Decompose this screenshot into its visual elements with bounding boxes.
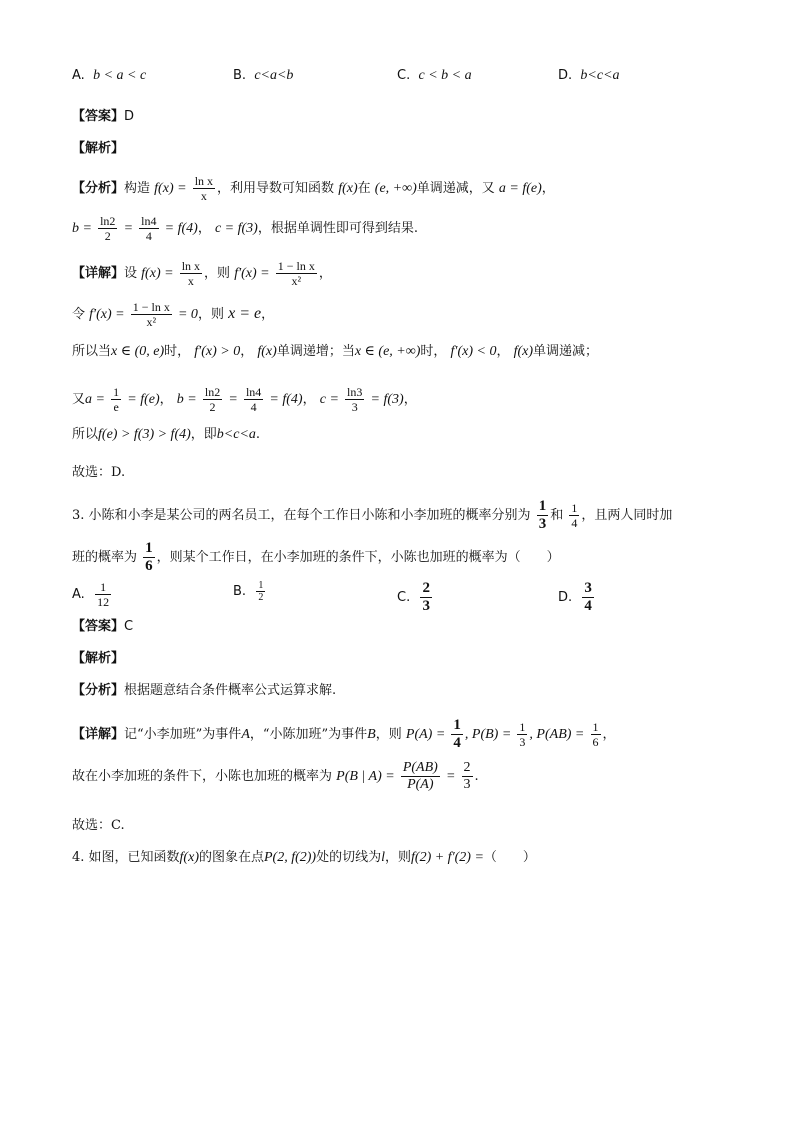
q2-option-c	[397, 66, 472, 86]
text: 令	[72, 307, 86, 322]
answer-value: C	[124, 619, 134, 634]
q3-fenxi	[72, 681, 336, 701]
text: 根据题意结合条件概率公式运算求解.	[124, 683, 337, 698]
q2-fenxi-line-2: b = $\frac{\ln 2}{2}$ = $\frac{\ln 4}{4}$ = f(4)， c = f(3)，根据单调性即可得到结果.	[72, 214, 418, 243]
fraction-1-over-6: $\frac{1}{6}$	[592, 720, 599, 749]
numerator: 2	[422, 580, 430, 596]
q3-option-a	[72, 580, 113, 609]
text: 4. 如图，已知函数	[72, 850, 180, 865]
text: 班的概率为	[72, 550, 138, 565]
text: 所以当	[72, 344, 112, 359]
fraction-ln2-over-2: $\frac{\ln 2}{2}$	[204, 385, 221, 414]
q2-detail-line-2: 令 f′(x) = $\frac{\text{1 − ln x}}{\text{x²}}$ = 0，则 x = e，	[72, 300, 275, 329]
option-fraction	[95, 580, 111, 609]
interval-e-inf: (e, +∞)	[374, 181, 417, 196]
q2-detail-line-4: 又a = $\frac{1}{e}$ = f(e)， b = $\frac{\ln 2}{2}$ = $\frac{\ln 4}{4}$ = f(4)， c = $\frac{\ln 3}{3}$ = f(3)，	[72, 385, 417, 414]
text: 故选：D.	[72, 465, 126, 480]
option-letter: D.	[558, 68, 573, 83]
option-letter: B.	[233, 584, 247, 599]
text: 在	[357, 181, 371, 196]
text: ，利用导数可知函数	[217, 181, 335, 196]
text: 记“小李加班”为事件	[124, 727, 242, 742]
fenxi-tag: 【分析】	[72, 181, 125, 196]
fx: f(x)	[338, 181, 358, 196]
q3-option-c	[397, 580, 434, 615]
text: 故选：C.	[72, 818, 125, 833]
fraction-pab-over-pa: $\frac{P(AB)}{P(A)}$	[402, 760, 438, 792]
text: 单调递增；当	[276, 344, 355, 359]
option-expr: c < b < a	[418, 68, 472, 83]
text: 所以	[72, 427, 99, 442]
option-letter: D.	[558, 590, 573, 605]
q3-detail-line-1: 【详解】记“小李加班”为事件A，“小陈加班”为事件B，则 P(A) = $\frac{1}{4}$ , P(B) = $\frac{1}{3}$ , P(AB) = $\frac{1}{6}$ ，	[72, 717, 616, 751]
numerator: 1	[95, 580, 111, 595]
f4: = f(4)	[164, 221, 198, 236]
answer-value: D	[124, 109, 135, 124]
q2-option-d	[558, 66, 620, 86]
text: 又	[72, 392, 86, 407]
q3-choose	[72, 816, 125, 836]
q2-detail-line-1: 【详解】设 f(x) = $\frac{\text{ln x}}{x}$ ，则 f′(x) = $\frac{\text{1 − ln x}}{\text{x²}}$ ，	[72, 259, 332, 288]
q3-detail-line-2: 故在小李加班的条件下，小陈也加班的概率为 P(B | A) = $\frac{P(AB)}{P(A)}$ = $\frac{2}{3}$ .	[72, 760, 479, 792]
fx-def: f(x) =	[154, 181, 187, 196]
option-fraction	[582, 580, 594, 615]
q3-answer	[72, 617, 133, 637]
fraction-1-over-e: $\frac{1}{e}$	[113, 385, 120, 414]
fraction-1-over-4: $\frac{1}{4}$	[571, 501, 578, 530]
text: 和	[550, 508, 564, 523]
text: 构造	[124, 181, 151, 196]
q4-stem: 4. 如图，已知函数f(x)的图象在点P(2, f(2))处的切线为l，则f(2) + f′(2) =（ ）	[72, 850, 536, 865]
text: 时，	[164, 344, 191, 359]
fenxi-tag: 【分析】	[72, 683, 125, 698]
fraction-lnx-over-x: $\frac{\text{ln x}}{x}$	[181, 259, 201, 288]
text: ，“小陈加班”为事件	[249, 727, 368, 742]
denominator: 12	[97, 595, 110, 609]
option-letter: B.	[233, 68, 247, 83]
option-expr: b < a < c	[93, 68, 147, 83]
fraction-ln2-over-2: $\frac{\ln 2}{2}$	[100, 214, 116, 243]
fraction-ln3-over-3: $\frac{\ln 3}{3}$	[347, 385, 363, 414]
option-letter: C.	[397, 590, 411, 605]
text: ，则	[375, 727, 402, 742]
analysis-tag: 【解析】	[72, 651, 125, 666]
numerator: 3	[584, 580, 592, 596]
fraction-1-over-3: $\frac{1}{3}$	[538, 498, 547, 532]
c-eq-f3: c = f(3)	[214, 221, 258, 236]
q3-stem-line-2	[72, 540, 560, 575]
text: ，根据单调性即可得到结果.	[257, 221, 418, 236]
text: 设	[124, 266, 138, 281]
text: ，即	[190, 427, 217, 442]
answer-tag: 【答案】	[72, 109, 125, 124]
option-expr: c<a<b	[254, 68, 294, 83]
option-letter: A.	[72, 68, 85, 83]
text: ，则某个工作日，在小李加班的条件下，小陈也加班的概率为（ ）	[156, 550, 560, 565]
fraction-1-over-6: $\frac{1}{6}$	[145, 540, 153, 574]
text: 的图象在点	[198, 850, 264, 865]
denominator: 3	[422, 598, 430, 614]
fraction-lnx-over-x: $\frac{\text{ln x}}{x}$	[194, 174, 214, 203]
text: （ ）	[483, 850, 536, 865]
text: ，则	[385, 850, 412, 865]
numerator: 1	[258, 580, 264, 591]
fraction-derivative: $\frac{\text{1 − ln x}}{\text{x²}}$	[277, 259, 315, 288]
text: ，则	[204, 266, 231, 281]
fraction-1-over-4: $\frac{1}{4}$	[453, 717, 461, 751]
denominator: 4	[584, 598, 592, 614]
q2-choose	[72, 463, 125, 483]
option-fraction	[420, 580, 432, 615]
q3-stem-line-1	[72, 498, 672, 533]
text: 单调递减；	[533, 344, 599, 359]
b-eq: b =	[72, 221, 92, 236]
a-eq-fe: a = f(e)	[498, 181, 542, 196]
detail-tag: 【详解】	[72, 266, 125, 281]
option-letter: A.	[72, 587, 85, 602]
text: 时，	[420, 344, 447, 359]
text: ，且两人同时加	[581, 508, 673, 523]
q2-fenxi-line-1: 【分析】构造 f(x) = $\frac{\text{ln x}}{x}$ ，利用导数可知函数 f(x)在 (e, +∞)单调递减，又 a = f(e)，	[72, 174, 555, 203]
fraction-2-over-3: $\frac{2}{3}$	[463, 760, 471, 792]
q2-analysis-heading	[72, 139, 124, 159]
q3-analysis-heading	[72, 649, 124, 669]
fraction-ln4-over-4: $\frac{\ln 4}{4}$	[141, 214, 157, 243]
q3-option-d	[558, 580, 596, 615]
fraction-derivative: $\frac{\text{1 − ln x}}{\text{x²}}$	[132, 300, 170, 329]
option-expr: b<c<a	[580, 68, 620, 83]
q2-option-a	[72, 66, 146, 86]
q2-detail-line-5: 所以f(e) > f(3) > f(4)，即b<c<a.	[72, 427, 261, 442]
text: 处的切线为	[316, 850, 382, 865]
fraction-ln4-over-4: $\frac{\ln 4}{4}$	[245, 385, 262, 414]
q2-detail-line-3: 所以当x ∈ (0, e)时， f′(x) > 0， f(x)单调递增；当x ∈ (e, +∞)时， f′(x) < 0， f(x)单调递减；	[72, 344, 599, 359]
option-letter: C.	[397, 68, 411, 83]
text: ，则	[197, 307, 224, 322]
fraction-1-over-3: $\frac{1}{3}$	[519, 720, 526, 749]
denominator: 2	[258, 592, 264, 603]
q2-option-b	[233, 66, 293, 86]
text: 3. 小陈和小李是某公司的两名员工，在每个工作日小陈和小李加班的概率分别为	[72, 508, 531, 523]
option-fraction	[256, 580, 265, 603]
q3-option-b	[233, 580, 267, 603]
text: 故在小李加班的条件下，小陈也加班的概率为	[72, 769, 333, 784]
analysis-tag: 【解析】	[72, 141, 125, 156]
answer-tag: 【答案】	[72, 619, 125, 634]
q2-answer	[72, 107, 134, 127]
detail-tag: 【详解】	[72, 727, 125, 742]
text: 单调递减，又	[416, 181, 495, 196]
